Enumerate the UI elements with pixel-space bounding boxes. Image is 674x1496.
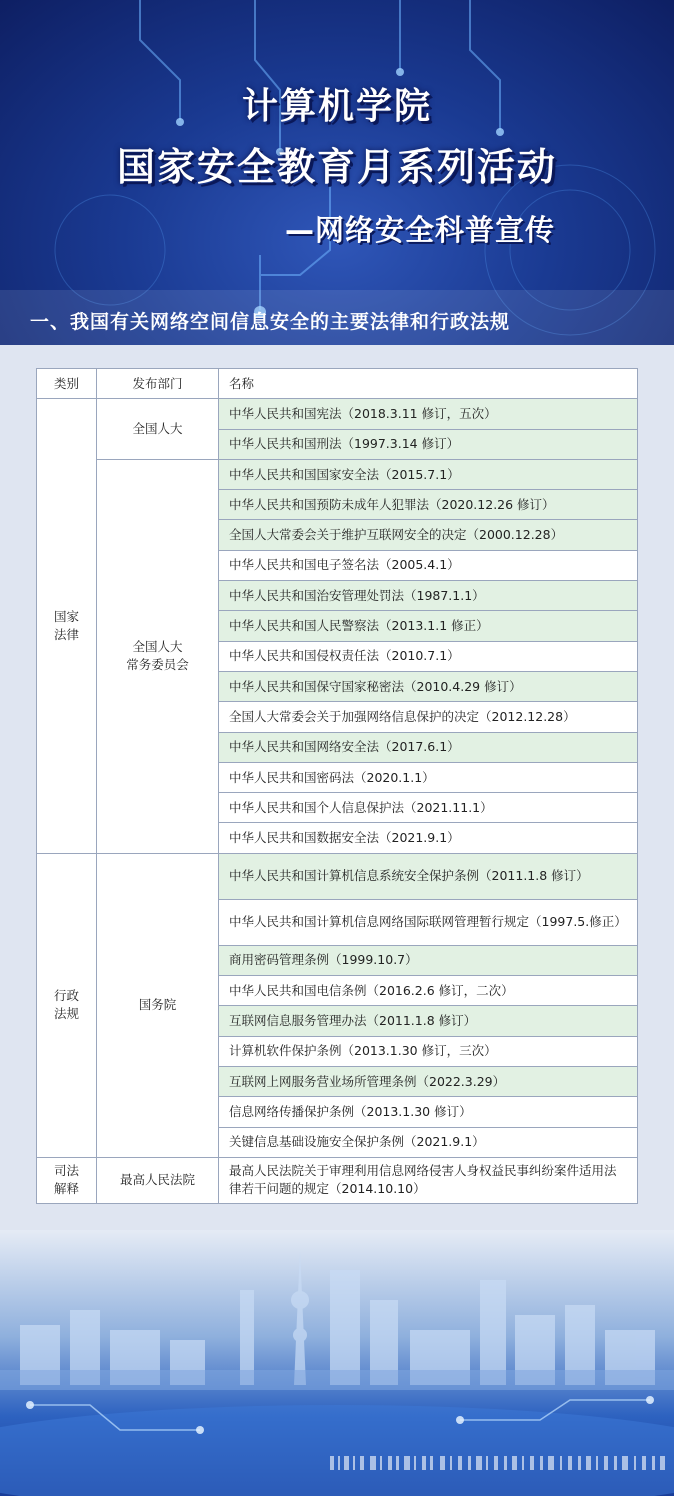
- city-skyline-banner: [0, 1230, 674, 1496]
- law-name-cell: 中华人民共和国人民警察法（2013.1.1 修正）: [219, 611, 638, 641]
- law-name-cell: 互联网信息服务管理办法（2011.1.8 修订）: [219, 1006, 638, 1036]
- law-name-cell: 商用密码管理条例（1999.10.7）: [219, 945, 638, 975]
- department-cell: 国务院: [97, 853, 219, 1157]
- law-name-cell: 中华人民共和国个人信息保护法（2021.11.1）: [219, 793, 638, 823]
- department-cell: 最高人民法院: [97, 1157, 219, 1203]
- law-name-cell: 中华人民共和国网络安全法（2017.6.1）: [219, 732, 638, 762]
- header-department: 发布部门: [97, 369, 219, 399]
- law-name-cell: 中华人民共和国密码法（2020.1.1）: [219, 762, 638, 792]
- law-name-cell: 中华人民共和国侵权责任法（2010.7.1）: [219, 641, 638, 671]
- category-cell: 司法 解释: [37, 1157, 97, 1203]
- page-subtitle: —网络安全科普宣传: [285, 213, 556, 247]
- law-name-cell: 最高人民法院关于审理利用信息网络侵害人身权益民事纠纷案件适用法律若干问题的规定（2014.10.10）: [219, 1157, 638, 1203]
- page-title-line2: 国家安全教育月系列活动: [116, 145, 557, 189]
- law-name-cell: 中华人民共和国宪法（2018.3.11 修订，五次）: [219, 399, 638, 429]
- page-title-line1: 计算机学院: [241, 86, 432, 127]
- law-name-cell: 中华人民共和国计算机信息系统安全保护条例（2011.1.8 修订）: [219, 853, 638, 899]
- law-name-cell: 中华人民共和国预防未成年人犯罪法（2020.12.26 修订）: [219, 490, 638, 520]
- law-name-cell: 计算机软件保护条例（2013.1.30 修订，三次）: [219, 1036, 638, 1066]
- law-name-cell: 信息网络传播保护条例（2013.1.30 修订）: [219, 1097, 638, 1127]
- department-cell: 全国人大 常务委员会: [97, 459, 219, 853]
- department-cell: 全国人大: [97, 399, 219, 460]
- law-name-cell: 中华人民共和国治安管理处罚法（1987.1.1）: [219, 581, 638, 611]
- law-name-cell: 关键信息基础设施安全保护条例（2021.9.1）: [219, 1127, 638, 1157]
- table-row: [37, 459, 638, 489]
- header-banner: [0, 0, 674, 345]
- law-name-cell: 互联网上网服务营业场所管理条例（2022.3.29）: [219, 1066, 638, 1096]
- table-row: [37, 399, 638, 429]
- law-name-cell: 中华人民共和国计算机信息网络国际联网管理暂行规定（1997.5.修正）: [219, 899, 638, 945]
- header-name: 名称: [219, 369, 638, 399]
- category-cell: 国家 法律: [37, 399, 97, 853]
- table-row: [37, 853, 638, 899]
- law-name-cell: 中华人民共和国数据安全法（2021.9.1）: [219, 823, 638, 853]
- table-header-row: [37, 369, 638, 399]
- law-name-cell: 全国人大常委会关于加强网络信息保护的决定（2012.12.28）: [219, 702, 638, 732]
- law-name-cell: 中华人民共和国电子签名法（2005.4.1）: [219, 550, 638, 580]
- table-row: [37, 1157, 638, 1203]
- laws-table: [36, 368, 638, 1204]
- law-name-cell: 中华人民共和国保守国家秘密法（2010.4.29 修订）: [219, 671, 638, 701]
- law-name-cell: 全国人大常委会关于维护互联网安全的决定（2000.12.28）: [219, 520, 638, 550]
- category-cell: 行政 法规: [37, 853, 97, 1157]
- law-name-cell: 中华人民共和国国家安全法（2015.7.1）: [219, 459, 638, 489]
- section-title: 一、我国有关网络空间信息安全的主要法律和行政法规: [30, 311, 511, 333]
- law-name-cell: 中华人民共和国电信条例（2016.2.6 修订，二次）: [219, 976, 638, 1006]
- skyline-illustration: [0, 1230, 674, 1496]
- law-name-cell: 中华人民共和国刑法（1997.3.14 修订）: [219, 429, 638, 459]
- header-category: 类别: [37, 369, 97, 399]
